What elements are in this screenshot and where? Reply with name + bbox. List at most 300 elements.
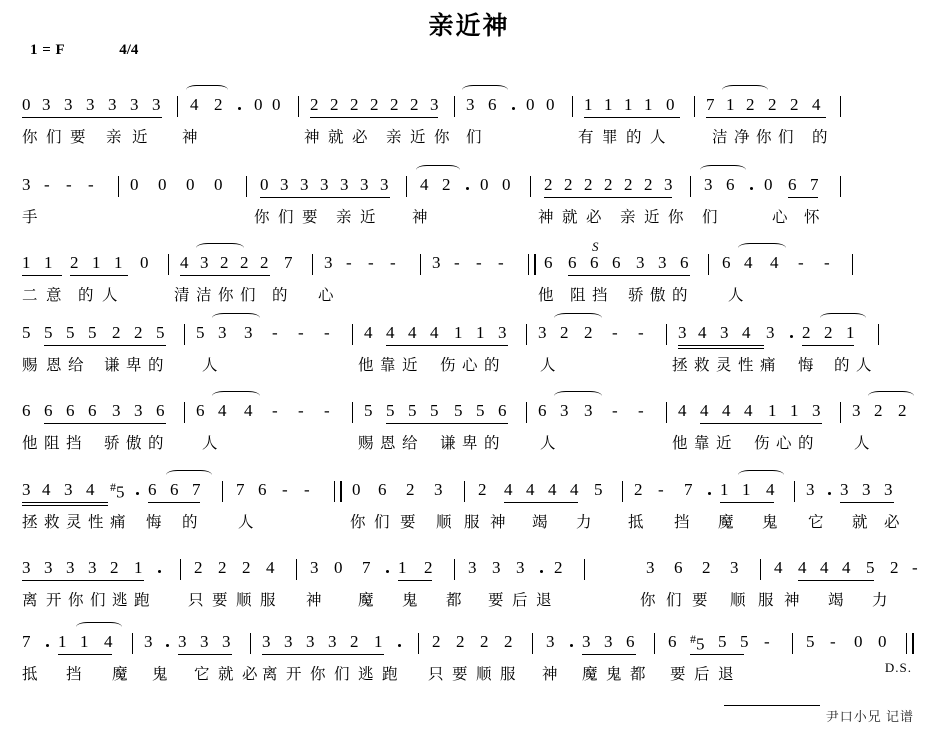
barline xyxy=(666,324,667,345)
barline xyxy=(222,481,223,502)
beam xyxy=(840,502,894,503)
note: 5 xyxy=(196,323,205,342)
note: 2 xyxy=(746,95,755,114)
lyric: 人 xyxy=(540,435,556,452)
note: 3 xyxy=(434,480,443,499)
note: 2 xyxy=(874,401,883,420)
lyric: 谦 xyxy=(440,435,456,452)
lyric: 们 xyxy=(46,129,62,146)
beam xyxy=(690,654,744,655)
note: 4 xyxy=(766,480,775,499)
lyric: 必 xyxy=(242,666,258,683)
lyric: 靠 xyxy=(694,435,710,452)
lyric: 亲 xyxy=(106,129,122,146)
note: 3 xyxy=(466,95,475,114)
note: 0 xyxy=(546,95,555,114)
lyric: 只 xyxy=(428,666,444,683)
note: 2 xyxy=(432,632,441,651)
note: 4 xyxy=(364,323,373,342)
beam xyxy=(148,502,200,503)
lyric: 人 xyxy=(102,287,118,304)
page-title: 亲近神 xyxy=(428,13,510,40)
lyric: 们 xyxy=(778,129,794,146)
note: 2 xyxy=(442,175,451,194)
note: 0 xyxy=(214,175,223,194)
lyrics-row xyxy=(22,125,922,151)
beam xyxy=(260,197,390,198)
score-meta xyxy=(30,42,138,59)
barline xyxy=(180,559,181,580)
note: 1 xyxy=(374,632,383,651)
barline xyxy=(694,96,695,117)
lyric: 洁 xyxy=(196,287,212,304)
note: 2 xyxy=(544,175,553,194)
lyric: 神 xyxy=(182,129,198,146)
note: 3 xyxy=(178,632,187,651)
beam xyxy=(544,197,672,198)
note: 3 xyxy=(432,253,441,272)
note: 3 xyxy=(64,95,73,114)
note: 2 xyxy=(890,558,899,577)
note: 5 xyxy=(408,401,417,420)
barline xyxy=(352,324,353,345)
note: 0 xyxy=(526,95,535,114)
lyric: 的 xyxy=(834,357,850,374)
note: 0 xyxy=(878,632,887,651)
slur xyxy=(722,85,768,95)
note: 5 xyxy=(66,323,75,342)
note: 7 xyxy=(684,480,693,499)
note: 0 xyxy=(764,175,773,194)
lyric: 的 xyxy=(626,129,642,146)
note: 3 xyxy=(66,558,75,577)
note: 0 xyxy=(502,175,511,194)
note: 2 xyxy=(194,558,203,577)
note: 2 xyxy=(220,253,229,272)
lyric: 们 xyxy=(334,666,350,683)
beam xyxy=(386,345,508,346)
note: 3 xyxy=(44,558,53,577)
key-signature: 1 = F xyxy=(30,42,66,58)
music-system-6 xyxy=(22,480,922,536)
beam xyxy=(582,654,636,655)
note: 3 xyxy=(134,401,143,420)
lyric: 要 xyxy=(302,209,318,226)
lyric: 人 xyxy=(650,129,666,146)
lyric: 他 xyxy=(358,357,374,374)
note: - xyxy=(368,253,374,272)
note: - xyxy=(476,253,482,272)
lyric: 神 xyxy=(538,209,554,226)
note: 3 xyxy=(646,558,655,577)
lyric: 的 xyxy=(272,287,288,304)
note: 3 xyxy=(604,632,613,651)
note: 6 xyxy=(590,253,599,272)
lyric: 顺 xyxy=(236,592,252,609)
lyric: 的 xyxy=(182,514,198,531)
ds-marker: D.S. xyxy=(884,660,912,675)
lyric: 神 xyxy=(306,592,322,609)
lyrics-row xyxy=(22,283,922,309)
note: 6 xyxy=(788,175,797,194)
slur xyxy=(738,243,786,253)
note: 3 xyxy=(200,632,209,651)
note: 3 xyxy=(380,175,389,194)
lyric: 跑 xyxy=(134,592,150,609)
lyric: 都 xyxy=(630,666,646,683)
note: 6 xyxy=(170,480,179,499)
note: - xyxy=(272,401,278,420)
note: 4 xyxy=(104,632,113,651)
lyric: 挡 xyxy=(66,666,82,683)
barline xyxy=(184,402,185,423)
note: 2 xyxy=(350,95,359,114)
lyric: 服 xyxy=(464,514,480,531)
lyric: 你 xyxy=(218,287,234,304)
lyric: 近 xyxy=(132,129,148,146)
lyric: 拯 xyxy=(22,514,38,531)
lyric: 要 xyxy=(488,592,504,609)
note: 3 xyxy=(22,175,31,194)
note: 3 xyxy=(516,558,525,577)
note: 3 xyxy=(88,558,97,577)
note: - xyxy=(658,480,664,499)
note: 0 xyxy=(254,95,263,114)
note: - xyxy=(44,175,50,194)
lyric: 赐 xyxy=(358,435,374,452)
lyrics-row xyxy=(22,431,922,457)
lyrics-row xyxy=(22,205,922,231)
lyrics-row xyxy=(22,662,922,688)
note: 6 xyxy=(612,253,621,272)
beam xyxy=(798,580,874,581)
duration-dot xyxy=(158,570,161,573)
lyric: 亲 xyxy=(336,209,352,226)
beam xyxy=(70,275,128,276)
duration-dot xyxy=(136,492,139,495)
slur xyxy=(738,470,784,480)
lyric: 就 xyxy=(328,129,344,146)
note: 3 xyxy=(840,480,849,499)
note: 4 xyxy=(744,253,753,272)
note: 3 xyxy=(360,175,369,194)
note: 2 xyxy=(560,323,569,342)
note: 0 xyxy=(480,175,489,194)
note: 3 xyxy=(852,401,861,420)
lyric: 们 xyxy=(90,592,106,609)
music-system-7 xyxy=(22,558,922,614)
note: 3 xyxy=(280,175,289,194)
lyric: 要 xyxy=(212,592,228,609)
barline xyxy=(622,481,623,502)
note: #5 xyxy=(690,632,705,654)
lyric: 离 xyxy=(22,592,38,609)
note: 3 xyxy=(218,323,227,342)
lyric: 们 xyxy=(240,287,256,304)
note: - xyxy=(282,480,288,499)
beam xyxy=(584,117,680,118)
lyric: 灵 xyxy=(66,514,82,531)
note: 6 xyxy=(726,175,735,194)
barline xyxy=(296,559,297,580)
lyric: 你 xyxy=(434,129,450,146)
note: 6 xyxy=(196,401,205,420)
beam xyxy=(44,345,166,346)
note: 4 xyxy=(842,558,851,577)
lyric: 的 xyxy=(484,435,500,452)
note: 2 xyxy=(802,323,811,342)
lyric: 谦 xyxy=(104,357,120,374)
note: 6 xyxy=(22,401,31,420)
lyric: 必 xyxy=(586,209,602,226)
note: 5 xyxy=(386,401,395,420)
note: 3 xyxy=(584,401,593,420)
note: 3 xyxy=(560,401,569,420)
lyric: 骄 xyxy=(628,287,644,304)
lyric: 力 xyxy=(872,592,888,609)
note: 1 xyxy=(584,95,593,114)
note: #5 xyxy=(110,480,125,502)
lyric: 卑 xyxy=(126,357,142,374)
note: 4 xyxy=(430,323,439,342)
note: 1 xyxy=(768,401,777,420)
note: 2 xyxy=(242,558,251,577)
lyric: 阻 xyxy=(44,435,60,452)
lyric: 你 xyxy=(68,592,84,609)
note: 4 xyxy=(504,480,513,499)
note: 2 xyxy=(554,558,563,577)
lyric: 救 xyxy=(694,357,710,374)
note: 2 xyxy=(260,253,269,272)
lyric: 神 xyxy=(412,209,428,226)
note: - xyxy=(454,253,460,272)
lyric: 退 xyxy=(718,666,734,683)
lyric: 人 xyxy=(238,514,254,531)
note: 0 xyxy=(272,95,281,114)
beam xyxy=(44,423,166,424)
note: 5 xyxy=(740,632,749,651)
beam xyxy=(700,423,822,424)
lyric: 必 xyxy=(352,129,368,146)
note: 5 xyxy=(806,632,815,651)
lyric: 救 xyxy=(44,514,60,531)
segno-marker: S xyxy=(592,239,599,254)
lyric: 鬼 xyxy=(152,666,168,683)
notes-row xyxy=(22,401,922,431)
note: 3 xyxy=(320,175,329,194)
note: 3 xyxy=(658,253,667,272)
note: 3 xyxy=(310,558,319,577)
barline xyxy=(420,254,421,275)
note: 0 xyxy=(666,95,675,114)
note: - xyxy=(612,323,618,342)
barline xyxy=(666,402,667,423)
barline xyxy=(132,633,133,654)
note: 3 xyxy=(664,175,673,194)
note: - xyxy=(304,480,310,499)
note: 7 xyxy=(192,480,201,499)
note: - xyxy=(498,253,504,272)
lyric: 神 xyxy=(490,514,506,531)
lyric: 开 xyxy=(46,592,62,609)
lyric: 心 xyxy=(776,435,792,452)
barline xyxy=(246,176,247,197)
duration-dot xyxy=(540,570,543,573)
note: - xyxy=(612,401,618,420)
lyric: 们 xyxy=(466,129,482,146)
note: 4 xyxy=(744,401,753,420)
lyric: 要 xyxy=(670,666,686,683)
music-system-2 xyxy=(22,175,922,231)
note: 3 xyxy=(340,175,349,194)
note: 3 xyxy=(678,323,687,342)
lyric: 给 xyxy=(68,357,84,374)
note: 0 xyxy=(186,175,195,194)
note: 2 xyxy=(70,253,79,272)
duration-dot xyxy=(512,107,515,110)
duration-dot xyxy=(708,492,711,495)
lyric: 挡 xyxy=(592,287,608,304)
barline xyxy=(118,176,119,197)
lyric: 你 xyxy=(668,209,684,226)
note: 1 xyxy=(58,632,67,651)
note: 5 xyxy=(476,401,485,420)
note: 3 xyxy=(108,95,117,114)
barline xyxy=(654,633,655,654)
note: 6 xyxy=(544,253,553,272)
lyric: 要 xyxy=(692,592,708,609)
note: 5 xyxy=(718,632,727,651)
note: 6 xyxy=(498,401,507,420)
lyric: 你 xyxy=(310,666,326,683)
lyric: 它 xyxy=(194,666,210,683)
slur xyxy=(554,391,602,401)
lyric: 性 xyxy=(738,357,754,374)
note: 3 xyxy=(130,95,139,114)
note: - xyxy=(824,253,830,272)
note: 4 xyxy=(548,480,557,499)
note: 2 xyxy=(584,323,593,342)
note: 7 xyxy=(810,175,819,194)
note: 2 xyxy=(702,558,711,577)
note: 7 xyxy=(236,480,245,499)
barline xyxy=(840,402,841,423)
note: 2 xyxy=(240,253,249,272)
music-system-5 xyxy=(22,401,922,457)
barline xyxy=(312,254,313,275)
lyric: 赐 xyxy=(22,357,38,374)
note: 3 xyxy=(862,480,871,499)
note: 3 xyxy=(582,632,591,651)
note: 4 xyxy=(526,480,535,499)
note: 1 xyxy=(454,323,463,342)
note: 2 xyxy=(824,323,833,342)
lyric: 他 xyxy=(22,435,38,452)
note: 3 xyxy=(468,558,477,577)
note: 4 xyxy=(42,480,51,499)
note: 3 xyxy=(636,253,645,272)
lyric: 洁 xyxy=(712,129,728,146)
note: 7 xyxy=(22,632,31,651)
time-signature: 4/4 xyxy=(119,42,139,58)
note: 4 xyxy=(86,480,95,499)
beam-double xyxy=(678,345,764,346)
note: 1 xyxy=(790,401,799,420)
beam xyxy=(706,117,826,118)
note: 0 xyxy=(158,175,167,194)
barline xyxy=(530,176,531,197)
lyric: 挡 xyxy=(674,514,690,531)
lyric: 你 xyxy=(640,592,656,609)
slur xyxy=(212,391,260,401)
lyric: 罪 xyxy=(602,129,618,146)
note: 6 xyxy=(156,401,165,420)
lyric: 近 xyxy=(644,209,660,226)
lyric: 清 xyxy=(174,287,190,304)
note: 3 xyxy=(538,323,547,342)
note: 3 xyxy=(222,632,231,651)
lyric: 傲 xyxy=(650,287,666,304)
beam xyxy=(398,580,432,581)
music-system-1 xyxy=(22,95,922,151)
note: 3 xyxy=(306,632,315,651)
note: 4 xyxy=(420,175,429,194)
music-system-4 xyxy=(22,323,922,379)
duration-dot xyxy=(828,492,831,495)
barline xyxy=(168,254,169,275)
note: 3 xyxy=(720,323,729,342)
lyric: 服 xyxy=(500,666,516,683)
lyric: 人 xyxy=(202,357,218,374)
beam xyxy=(310,117,438,118)
lyric: 靠 xyxy=(380,357,396,374)
lyric: 人 xyxy=(202,435,218,452)
barline xyxy=(840,96,841,117)
lyric: 顺 xyxy=(436,514,452,531)
note: 6 xyxy=(66,401,75,420)
note: 5 xyxy=(156,323,165,342)
barline xyxy=(177,96,178,117)
lyric: 二 xyxy=(22,287,38,304)
note: 2 xyxy=(898,401,907,420)
barline xyxy=(532,633,533,654)
note: 3 xyxy=(806,480,815,499)
note: - xyxy=(88,175,94,194)
credit-text: 尹口小兄 记谱 xyxy=(825,709,914,724)
lyric: 要 xyxy=(400,514,416,531)
barline xyxy=(690,176,691,197)
note: 4 xyxy=(218,401,227,420)
note: - xyxy=(324,323,330,342)
lyric: 你 xyxy=(22,129,38,146)
notes-row xyxy=(22,558,922,588)
lyric: 都 xyxy=(446,592,462,609)
barline xyxy=(184,324,185,345)
note: 2 xyxy=(456,632,465,651)
note: - xyxy=(638,323,644,342)
note: 4 xyxy=(678,401,687,420)
slur xyxy=(76,622,122,632)
lyric: 后 xyxy=(512,592,528,609)
lyric: 竭 xyxy=(532,514,548,531)
note: 3 xyxy=(884,480,893,499)
note: 3 xyxy=(86,95,95,114)
lyric: 悔 xyxy=(798,357,814,374)
lyric: 力 xyxy=(576,514,592,531)
lyric: 逃 xyxy=(358,666,374,683)
slur xyxy=(700,165,746,175)
lyric: 就 xyxy=(562,209,578,226)
